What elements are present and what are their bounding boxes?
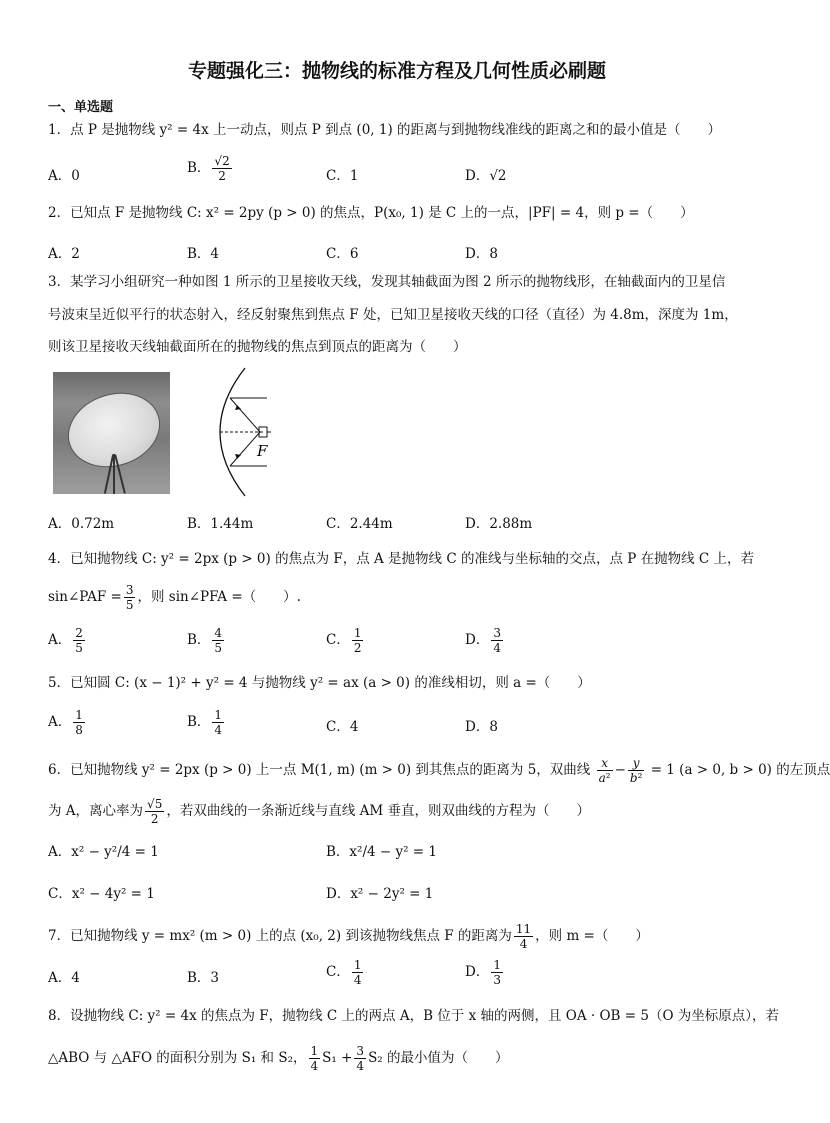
q1-option-c: C．1 <box>326 168 359 184</box>
q2-option-d: D．8 <box>465 246 498 262</box>
q1-option-b: B． $\frac{√2}{2}$ <box>187 154 230 183</box>
q7-option-d: D． $\frac{1}{3}$ <box>465 958 501 987</box>
q7-option-b: B．3 <box>187 970 220 986</box>
question-6-line-1: 6．已知抛物线 y² = 2px (p > 0) 上一点 M(1, m) (m > 0) 到其焦点的距离为 5，双曲线 $\frac{x}{\text{a²}}$ − $\frac{y}{\text{b²}}$ = 1 (a > 0, b > 0) 的左顶点 <box>48 756 830 785</box>
q2-option-a: A．2 <box>48 246 80 262</box>
q4-option-a: A． $\frac{2}{5}$ <box>48 626 83 655</box>
question-3-line-1: 3．某学习小组研究一种如图 1 所示的卫星接收天线，发现其轴截面为图 2 所示的抛物线形，在轴截面内的卫星信 <box>48 274 726 290</box>
q6-option-a: A．x² − y²/4 = 1 <box>48 844 159 860</box>
question-8-line-1: 8．设抛物线 C: y² = 4x 的焦点为 F，抛物线 C 上的两点 A，B 位于 x 轴的两侧，且 OA · OB = 5（O 为坐标原点），若 <box>48 1008 780 1024</box>
q5-option-d: D．8 <box>465 719 498 735</box>
q2-option-b: B．4 <box>187 246 220 262</box>
q3-option-d: D．2.88m <box>465 516 533 532</box>
q7-option-a: A．4 <box>48 970 80 986</box>
q5-option-a: A． $\frac{1}{8}$ <box>48 708 83 737</box>
question-8-line-2: △ABO 与 △AFO 的面积分别为 S₁ 和 S₂， $\frac{1}{4}$ S₁ + $\frac{3}{4}$ S₂ 的最小值为（ ） <box>48 1044 509 1073</box>
q4-option-c: C． $\frac{1}{2}$ <box>326 626 362 655</box>
q2-option-c: C．6 <box>326 246 359 262</box>
question-4-line-2: sin∠PAF = $\frac{3}{5}$ ，则 sin∠PFA =（ ）. <box>48 583 301 612</box>
q6-option-b: B．x²/4 − y² = 1 <box>326 844 437 860</box>
q1-option-a: A．0 <box>48 168 80 184</box>
q5-option-b: B． $\frac{1}{4}$ <box>187 708 223 737</box>
parabola-cross-section-diagram <box>205 366 285 498</box>
q4-option-d: D． $\frac{3}{4}$ <box>465 626 501 655</box>
q3-option-c: C．2.44m <box>326 516 393 532</box>
question-5: 5．已知圆 C: (x − 1)² + y² = 4 与抛物线 y² = ax (a > 0) 的准线相切，则 a =（ ） <box>48 675 591 691</box>
q4-option-b: B． $\frac{4}{5}$ <box>187 626 223 655</box>
question-1: 1．点 P 是抛物线 y² = 4x 上一动点，则点 P 到点 (0, 1) 的距离与到抛物线准线的距离之和的最小值是（ ） <box>48 122 722 138</box>
question-7: 7．已知抛物线 y = mx² (m > 0) 上的点 (x₀, 2) 到该抛物线焦点 F 的距离为 $\frac{11}{4}$ ，则 m =（ ） <box>48 922 649 951</box>
satellite-dish-photo <box>53 372 170 494</box>
q3-option-a: A．0.72m <box>48 516 115 532</box>
question-3-line-3: 则该卫星接收天线轴截面所在的抛物线的焦点到顶点的距离为（ ） <box>48 339 467 355</box>
question-3-line-2: 号波束呈近似平行的状态射入，经反射聚焦到焦点 F 处，已知卫星接收天线的口径（直径）为 4.8m，深度为 1m， <box>48 307 738 323</box>
q1-option-d: D．√2 <box>465 168 507 184</box>
q7-option-c: C． $\frac{1}{4}$ <box>326 958 362 987</box>
section-heading: 一、单选题 <box>48 100 114 115</box>
question-4-line-1: 4．已知抛物线 C: y² = 2px (p > 0) 的焦点为 F，点 A 是抛物线 C 的准线与坐标轴的交点，点 P 在抛物线 C 上，若 <box>48 551 755 567</box>
page-title: 专题强化三：抛物线的标准方程及几何性质必刷题 <box>187 60 606 82</box>
q5-option-c: C．4 <box>326 719 359 735</box>
question-2: 2．已知点 F 是抛物线 C: x² = 2py (p > 0) 的焦点，P(x₀, 1) 是 C 上的一点，|PF| = 4，则 p =（ ） <box>48 205 694 221</box>
q6-option-c: C．x² − 4y² = 1 <box>48 886 155 902</box>
q6-option-d: D．x² − 2y² = 1 <box>326 886 434 902</box>
question-6-line-2: 为 A，离心率为 $\frac{√5}{2}$ ，若双曲线的一条渐近线与直线 AM 垂直，则双曲线的方程为（ ） <box>48 797 590 826</box>
focus-label: F <box>257 442 268 460</box>
q3-option-b: B．1.44m <box>187 516 254 532</box>
